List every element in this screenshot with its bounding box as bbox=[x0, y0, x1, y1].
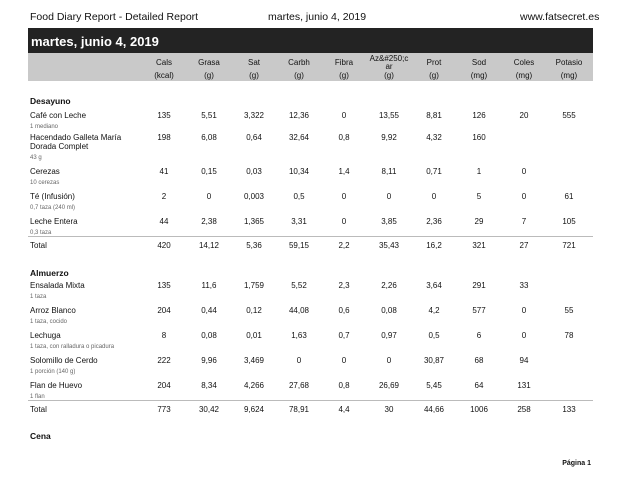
food-portion: 0,3 taza bbox=[30, 230, 52, 236]
total-value: 44,66 bbox=[423, 405, 445, 414]
nutrient-value: 0,01 bbox=[246, 331, 262, 340]
column-header: Coles bbox=[513, 58, 535, 67]
nutrient-value: 3,64 bbox=[426, 281, 442, 290]
nutrient-value: 4,266 bbox=[243, 381, 265, 390]
meal-heading: Cena bbox=[30, 431, 51, 441]
nutrient-value: 20 bbox=[519, 111, 529, 120]
nutrient-value: 6 bbox=[476, 331, 482, 340]
nutrient-value: 3,469 bbox=[243, 356, 265, 365]
food-name: Ensalada Mixta bbox=[30, 281, 85, 290]
food-name: Té (Infusión) bbox=[30, 192, 75, 201]
food-portion: 43 g bbox=[30, 155, 42, 161]
nutrient-value: 55 bbox=[564, 306, 574, 315]
meal-heading: Almuerzo bbox=[30, 268, 69, 278]
nutrient-value: 0,8 bbox=[338, 133, 350, 142]
food-portion: 10 cerezas bbox=[30, 180, 60, 186]
nutrient-value: 9,96 bbox=[201, 356, 217, 365]
column-header: Sod bbox=[471, 58, 487, 67]
nutrient-value: 198 bbox=[157, 133, 171, 142]
nutrient-value: 222 bbox=[157, 356, 171, 365]
column-unit: (g) bbox=[384, 71, 394, 80]
nutrient-value: 0 bbox=[521, 331, 527, 340]
nutrient-value: 0,71 bbox=[426, 167, 442, 176]
nutrient-value: 0 bbox=[341, 217, 347, 226]
nutrient-value: 11,6 bbox=[201, 281, 217, 290]
column-header: Sat bbox=[247, 58, 260, 67]
nutrient-value: 61 bbox=[564, 192, 574, 201]
nutrient-value: 1,759 bbox=[243, 281, 265, 290]
nutrient-value: 64 bbox=[474, 381, 484, 390]
column-header: Grasa bbox=[198, 58, 220, 67]
nutrient-value: 0 bbox=[206, 192, 212, 201]
meal-heading: Desayuno bbox=[30, 96, 71, 106]
nutrient-value: 160 bbox=[472, 133, 486, 142]
nutrient-value: 204 bbox=[157, 306, 171, 315]
date-band bbox=[28, 28, 593, 53]
food-name: Hacendado Galleta María Dorada Complet bbox=[30, 133, 122, 151]
total-value: 35,43 bbox=[378, 241, 400, 250]
nutrient-value: 2 bbox=[161, 192, 167, 201]
total-value: 9,624 bbox=[243, 405, 265, 414]
column-unit: (g) bbox=[294, 71, 304, 80]
nutrient-value: 0 bbox=[386, 192, 392, 201]
food-name: Café con Leche bbox=[30, 111, 87, 120]
nutrient-value: 4,32 bbox=[426, 133, 442, 142]
nutrient-value: 105 bbox=[562, 217, 576, 226]
table-header bbox=[28, 53, 593, 81]
nutrient-value: 0,08 bbox=[201, 331, 217, 340]
total-value: 2,2 bbox=[338, 241, 350, 250]
nutrient-value: 2,38 bbox=[201, 217, 217, 226]
nutrient-value: 3,322 bbox=[243, 111, 265, 120]
nutrient-value: 0,08 bbox=[381, 306, 397, 315]
total-value: 321 bbox=[472, 241, 486, 250]
total-value: 59,15 bbox=[288, 241, 310, 250]
nutrient-value: 0 bbox=[386, 356, 392, 365]
total-label: Total bbox=[30, 241, 47, 250]
column-unit: (mg) bbox=[470, 71, 488, 80]
nutrient-value: 577 bbox=[472, 306, 486, 315]
nutrient-value: 291 bbox=[472, 281, 486, 290]
nutrient-value: 8,34 bbox=[201, 381, 217, 390]
column-unit: (kcal) bbox=[154, 71, 174, 80]
column-unit: (g) bbox=[429, 71, 439, 80]
column-unit: (g) bbox=[204, 71, 214, 80]
nutrient-value: 3,31 bbox=[291, 217, 307, 226]
nutrient-value: 8,81 bbox=[426, 111, 442, 120]
column-header: Carbh bbox=[288, 58, 310, 67]
column-unit: (g) bbox=[249, 71, 259, 80]
nutrient-value: 2,26 bbox=[381, 281, 397, 290]
total-value: 16,2 bbox=[426, 241, 442, 250]
total-value: 773 bbox=[157, 405, 171, 414]
food-portion: 1 porción (140 g) bbox=[30, 369, 76, 375]
total-value: 27 bbox=[519, 241, 529, 250]
nutrient-value: 0,5 bbox=[428, 331, 440, 340]
nutrient-value: 41 bbox=[159, 167, 169, 176]
nutrient-value: 7 bbox=[521, 217, 527, 226]
nutrient-value: 0,6 bbox=[338, 306, 350, 315]
report-date: martes, junio 4, 2019 bbox=[268, 11, 367, 23]
nutrient-value: 44,08 bbox=[288, 306, 310, 315]
food-portion: 1 flan bbox=[30, 394, 45, 400]
nutrient-value: 0,7 bbox=[338, 331, 350, 340]
nutrient-value: 0,8 bbox=[338, 381, 350, 390]
nutrient-value: 68 bbox=[474, 356, 484, 365]
nutrient-value: 30,87 bbox=[423, 356, 445, 365]
nutrient-value: 26,69 bbox=[378, 381, 400, 390]
total-value: 4,4 bbox=[338, 405, 350, 414]
column-unit: (mg) bbox=[515, 71, 533, 80]
total-value: 420 bbox=[157, 241, 171, 250]
nutrient-value: 204 bbox=[157, 381, 171, 390]
column-header: Cals bbox=[155, 58, 172, 67]
total-divider bbox=[28, 236, 593, 237]
food-name: Arroz Blanco bbox=[30, 306, 76, 315]
total-value: 5,36 bbox=[246, 241, 262, 250]
nutrient-value: 131 bbox=[517, 381, 531, 390]
nutrient-value: 0 bbox=[521, 192, 527, 201]
nutrient-value: 0 bbox=[341, 111, 347, 120]
nutrient-value: 0,15 bbox=[201, 167, 217, 176]
nutrient-value: 94 bbox=[519, 356, 529, 365]
nutrient-value: 1,365 bbox=[243, 217, 265, 226]
nutrient-value: 12,36 bbox=[288, 111, 310, 120]
nutrient-value: 10,34 bbox=[288, 167, 310, 176]
nutrient-value: 3,85 bbox=[381, 217, 397, 226]
nutrient-value: 0,97 bbox=[381, 331, 397, 340]
total-value: 30,42 bbox=[198, 405, 220, 414]
nutrient-value: 78 bbox=[564, 331, 574, 340]
nutrient-value: 0 bbox=[341, 192, 347, 201]
report-title: Food Diary Report - Detailed Report bbox=[30, 11, 199, 23]
nutrient-value: 0,03 bbox=[246, 167, 262, 176]
food-portion: 1 taza, con ralladura o picadura bbox=[30, 344, 115, 350]
nutrient-value: 0,5 bbox=[293, 192, 305, 201]
nutrient-value: 27,68 bbox=[288, 381, 310, 390]
food-portion: 1 taza bbox=[30, 294, 47, 300]
nutrient-value: 0,12 bbox=[246, 306, 262, 315]
nutrient-value: 0 bbox=[431, 192, 437, 201]
food-name: Lechuga bbox=[30, 331, 61, 340]
nutrient-value: 126 bbox=[472, 111, 486, 120]
nutrient-value: 44 bbox=[159, 217, 169, 226]
column-unit: (mg) bbox=[560, 71, 578, 80]
nutrient-value: 6,08 bbox=[201, 133, 217, 142]
nutrient-value: 135 bbox=[157, 111, 171, 120]
nutrient-value: 4,2 bbox=[428, 306, 440, 315]
nutrient-value: 9,92 bbox=[381, 133, 397, 142]
nutrient-value: 555 bbox=[562, 111, 576, 120]
food-name: Cerezas bbox=[30, 167, 60, 176]
nutrient-value: 5 bbox=[476, 192, 482, 201]
food-portion: 0,7 taza (240 ml) bbox=[30, 205, 76, 211]
nutrient-value: 13,55 bbox=[378, 111, 400, 120]
food-portion: 1 taza, cocido bbox=[30, 319, 68, 325]
total-value: 258 bbox=[517, 405, 531, 414]
nutrient-value: 5,52 bbox=[291, 281, 307, 290]
page-number: Página 1 bbox=[562, 460, 591, 467]
nutrient-value: 0 bbox=[521, 167, 527, 176]
nutrient-value: 5,51 bbox=[201, 111, 217, 120]
band-date: martes, junio 4, 2019 bbox=[31, 34, 159, 49]
nutrient-value: 2,3 bbox=[338, 281, 350, 290]
nutrient-value: 0 bbox=[296, 356, 302, 365]
total-divider bbox=[28, 400, 593, 401]
column-unit: (g) bbox=[339, 71, 349, 80]
column-header: Potasio bbox=[555, 58, 583, 67]
total-value: 133 bbox=[562, 405, 576, 414]
site-url: www.fatsecret.es bbox=[520, 11, 600, 23]
nutrient-value: 1,63 bbox=[291, 331, 307, 340]
food-name: Solomillo de Cerdo bbox=[30, 356, 98, 365]
food-portion: 1 mediano bbox=[30, 124, 59, 130]
column-header: Az&#250;c ar bbox=[369, 54, 409, 71]
total-value: 721 bbox=[562, 241, 576, 250]
nutrient-value: 0 bbox=[521, 306, 527, 315]
total-value: 14,12 bbox=[198, 241, 220, 250]
food-name: Leche Entera bbox=[30, 217, 78, 226]
nutrient-value: 0,44 bbox=[201, 306, 217, 315]
nutrient-value: 1 bbox=[476, 167, 482, 176]
total-value: 78,91 bbox=[288, 405, 310, 414]
total-value: 30 bbox=[384, 405, 394, 414]
nutrient-value: 0 bbox=[341, 356, 347, 365]
food-name: Flan de Huevo bbox=[30, 381, 83, 390]
nutrient-value: 8,11 bbox=[381, 167, 397, 176]
nutrient-value: 1,4 bbox=[338, 167, 350, 176]
nutrient-value: 135 bbox=[157, 281, 171, 290]
nutrient-value: 32,64 bbox=[288, 133, 310, 142]
column-header: Fibra bbox=[334, 58, 354, 67]
nutrient-value: 2,36 bbox=[426, 217, 442, 226]
total-label: Total bbox=[30, 405, 47, 414]
nutrient-value: 8 bbox=[161, 331, 167, 340]
total-value: 1006 bbox=[470, 405, 488, 414]
nutrient-value: 33 bbox=[519, 281, 529, 290]
nutrient-value: 0,003 bbox=[243, 192, 265, 201]
nutrient-value: 5,45 bbox=[426, 381, 442, 390]
nutrient-value: 0,64 bbox=[246, 133, 262, 142]
column-header: Prot bbox=[426, 58, 442, 67]
nutrient-value: 29 bbox=[474, 217, 484, 226]
